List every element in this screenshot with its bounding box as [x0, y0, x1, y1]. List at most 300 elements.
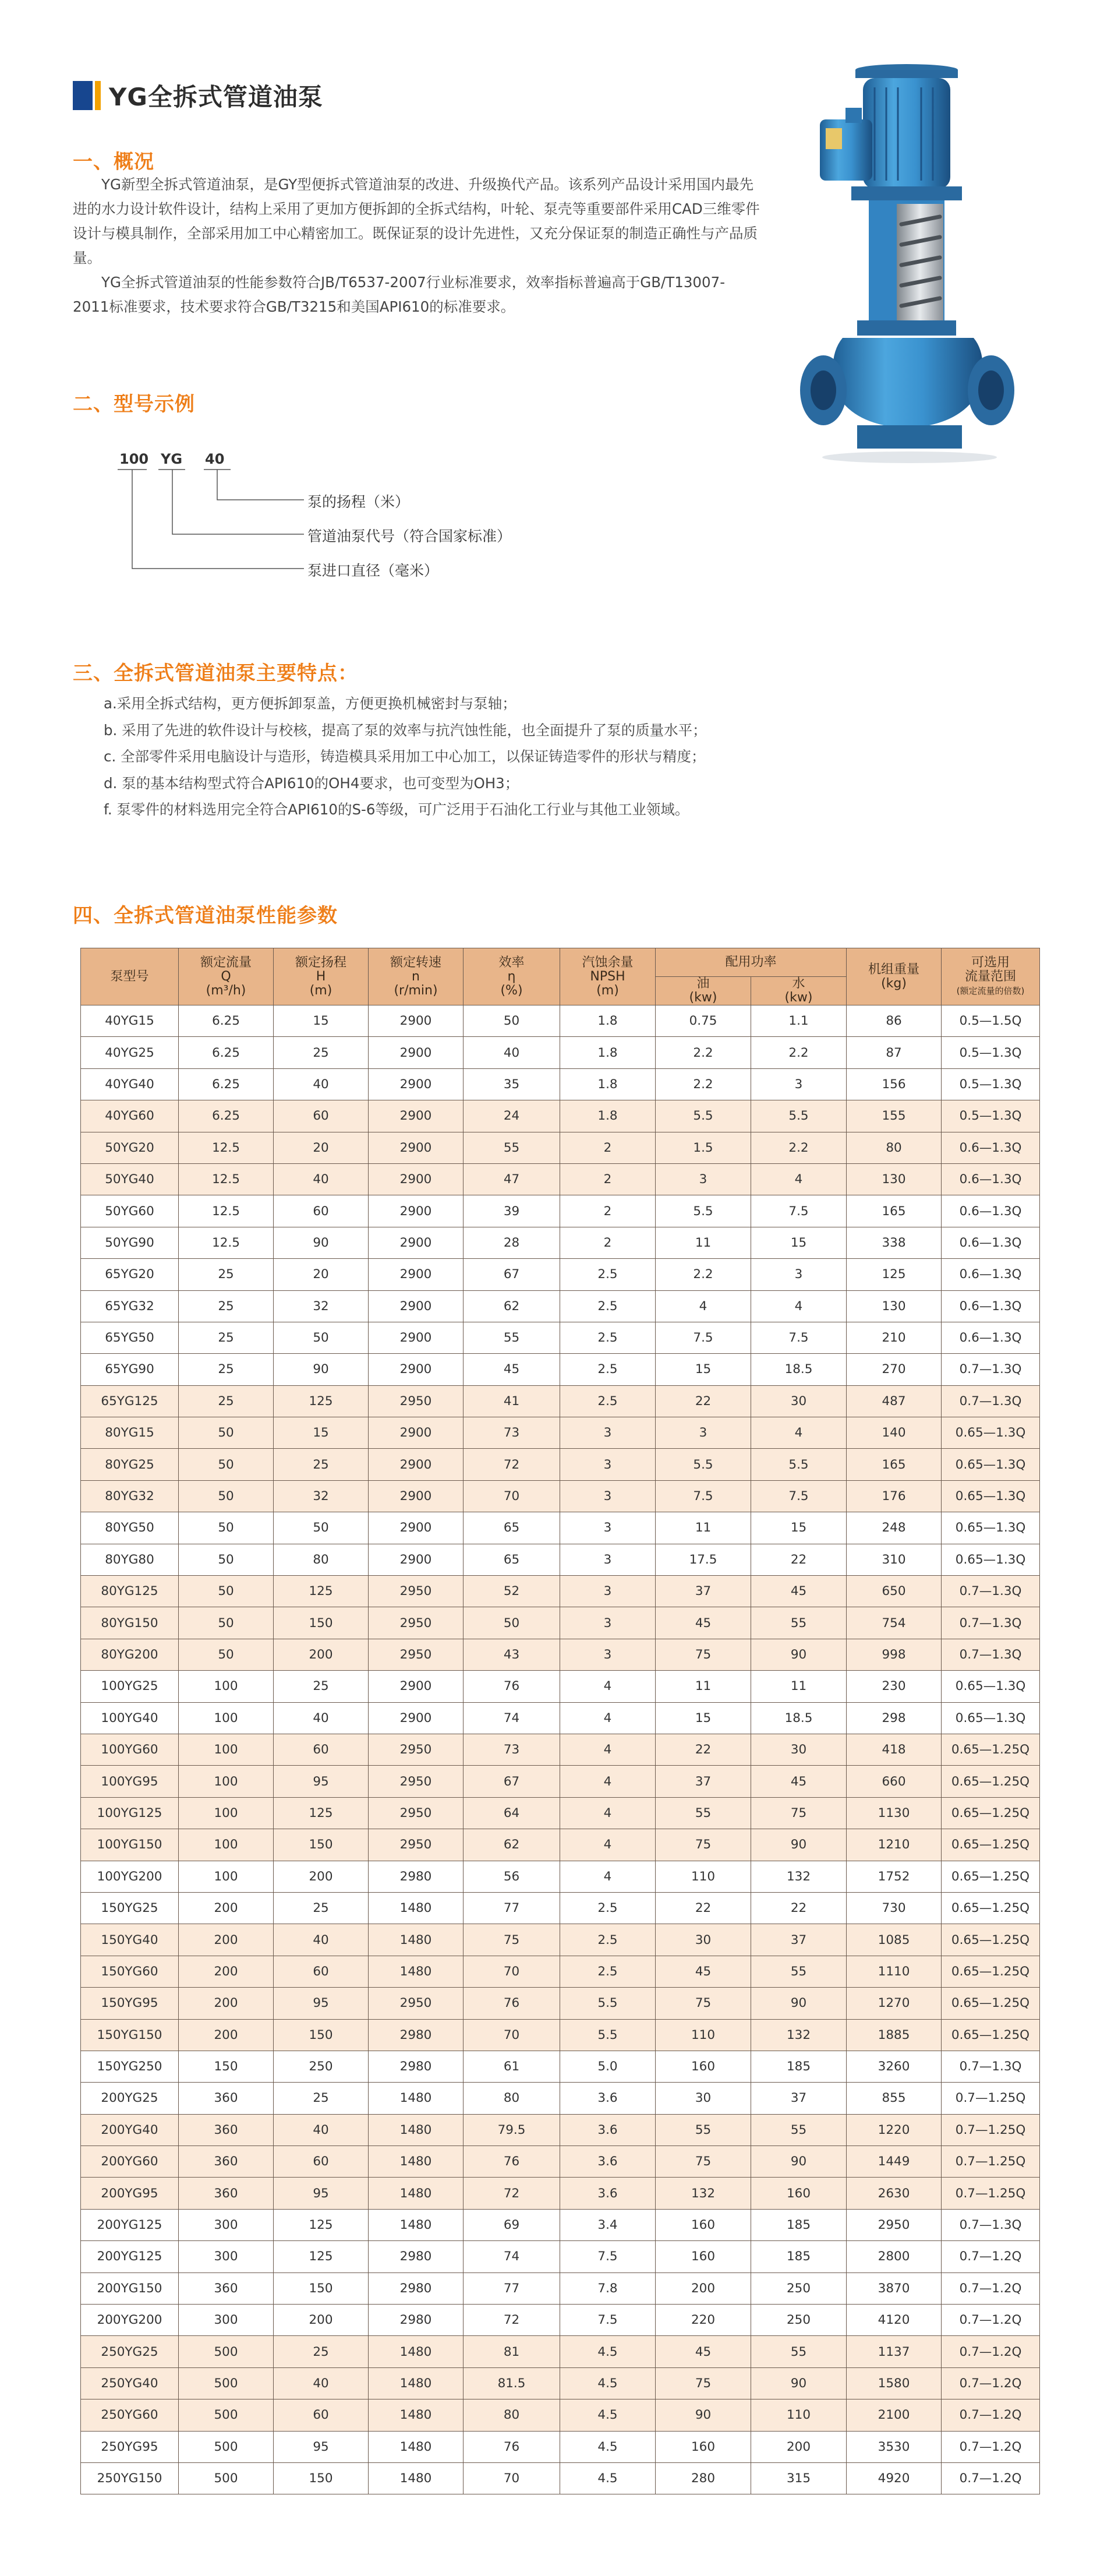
table-cell: 165 [847, 1449, 942, 1480]
table-cell: 2.2 [656, 1259, 751, 1290]
table-row [81, 2431, 1040, 2462]
table-cell: 11 [656, 1227, 751, 1258]
table-cell: 2950 [369, 1766, 464, 1797]
table-cell: 25 [274, 2083, 369, 2114]
table-cell: 3870 [847, 2272, 942, 2304]
table-cell: 1480 [369, 1892, 464, 1924]
table-cell: 100 [179, 1797, 274, 1829]
table-cell: 22 [656, 1385, 751, 1417]
header-flow: 额定流量 Q (m³/h) [179, 948, 274, 1005]
table-row [81, 1100, 1040, 1132]
table-cell: 200 [274, 2305, 369, 2336]
table-cell: 200 [179, 2019, 274, 2051]
table-cell: 40 [274, 2114, 369, 2146]
table-row [81, 1544, 1040, 1575]
table-cell: 6.25 [179, 1037, 274, 1068]
table-cell: 0.7—1.3Q [942, 2209, 1040, 2240]
table-cell: 360 [179, 2083, 274, 2114]
table-cell: 300 [179, 2209, 274, 2240]
table-cell: 270 [847, 1354, 942, 1385]
table-cell: 4.5 [560, 2462, 656, 2494]
table-cell: 50 [274, 1512, 369, 1544]
table-cell: 80YG80 [81, 1544, 179, 1575]
table-cell: 55 [751, 2336, 847, 2367]
table-cell: 7.5 [751, 1322, 847, 1353]
table-cell: 18.5 [751, 1702, 847, 1734]
table-cell: 45 [656, 1607, 751, 1639]
table-cell: 298 [847, 1702, 942, 1734]
table-cell: 250YG25 [81, 2336, 179, 2367]
table-cell: 4 [656, 1290, 751, 1322]
table-cell: 5.5 [656, 1100, 751, 1132]
table-cell: 2.2 [751, 1132, 847, 1163]
table-cell: 25 [274, 2336, 369, 2367]
table-row [81, 1861, 1040, 1892]
table-cell: 0.65—1.3Q [942, 1480, 1040, 1512]
table-cell: 95 [274, 1988, 369, 2019]
table-cell: 1480 [369, 2178, 464, 2209]
table-cell: 40 [274, 1068, 369, 1100]
table-cell: 4.5 [560, 2367, 656, 2399]
table-cell: 50 [464, 1005, 560, 1037]
table-cell: 2900 [369, 1671, 464, 1702]
table-cell: 2100 [847, 2399, 942, 2431]
table-cell: 360 [179, 2146, 274, 2178]
table-cell: 40YG40 [81, 1068, 179, 1100]
table-cell: 76 [464, 1988, 560, 2019]
table-cell: 0.65—1.25Q [942, 1892, 1040, 1924]
table-cell: 90 [751, 2146, 847, 2178]
table-cell: 25 [179, 1385, 274, 1417]
table-cell: 500 [179, 2367, 274, 2399]
table-cell: 65 [464, 1544, 560, 1575]
table-cell: 0.65—1.25Q [942, 1829, 1040, 1861]
table-cell: 7.5 [656, 1480, 751, 1512]
table-cell: 20 [274, 1259, 369, 1290]
table-cell: 11 [751, 1671, 847, 1702]
table-cell: 50YG60 [81, 1195, 179, 1227]
table-cell: 35 [464, 1068, 560, 1100]
table-cell: 160 [656, 2431, 751, 2462]
table-cell: 80YG32 [81, 1480, 179, 1512]
table-cell: 0.7—1.3Q [942, 1354, 1040, 1385]
table-row [81, 1195, 1040, 1227]
feature-item: a.采用全拆式结构，更方便拆卸泵盖，方便更换机械密封与泵轴； [104, 695, 516, 712]
table-cell: 1130 [847, 1797, 942, 1829]
table-cell: 67 [464, 1766, 560, 1797]
table-cell: 70 [464, 1956, 560, 1987]
table-cell: 1.5 [656, 1132, 751, 1163]
table-cell: 660 [847, 1766, 942, 1797]
table-cell: 100YG200 [81, 1861, 179, 1892]
table-cell: 200 [274, 1861, 369, 1892]
table-cell: 0.7—1.2Q [942, 2336, 1040, 2367]
table-cell: 0.6—1.3Q [942, 1290, 1040, 1322]
table-cell: 55 [464, 1322, 560, 1353]
table-cell: 55 [656, 1797, 751, 1829]
table-cell: 40 [464, 1037, 560, 1068]
table-cell: 3 [560, 1512, 656, 1544]
table-cell: 50 [179, 1576, 274, 1607]
table-cell: 730 [847, 1892, 942, 1924]
table-cell: 0.6—1.3Q [942, 1195, 1040, 1227]
table-cell: 67 [464, 1259, 560, 1290]
table-cell: 75 [656, 2146, 751, 2178]
table-cell: 150 [274, 1607, 369, 1639]
model-leader-lines [0, 0, 349, 583]
table-cell: 1480 [369, 2114, 464, 2146]
table-cell: 2900 [369, 1100, 464, 1132]
table-cell: 125 [274, 1576, 369, 1607]
table-cell: 45 [751, 1576, 847, 1607]
table-cell: 200YG150 [81, 2272, 179, 2304]
table-cell: 40 [274, 2367, 369, 2399]
table-cell: 200 [274, 1639, 369, 1670]
table-cell: 39 [464, 1195, 560, 1227]
table-cell: 0.6—1.3Q [942, 1227, 1040, 1258]
table-cell: 160 [656, 2051, 751, 2082]
table-row [81, 2367, 1040, 2399]
table-cell: 2900 [369, 1259, 464, 1290]
table-cell: 3 [560, 1417, 656, 1449]
table-cell: 3.6 [560, 2083, 656, 2114]
table-cell: 4 [560, 1766, 656, 1797]
table-cell: 3 [560, 1576, 656, 1607]
table-cell: 200 [179, 1988, 274, 2019]
table-cell: 1480 [369, 1956, 464, 1987]
table-cell: 487 [847, 1385, 942, 1417]
table-cell: 12.5 [179, 1163, 274, 1195]
table-cell: 17.5 [656, 1544, 751, 1575]
table-cell: 0.65—1.25Q [942, 1956, 1040, 1987]
table-cell: 65YG90 [81, 1354, 179, 1385]
table-cell: 25 [274, 1671, 369, 1702]
table-row [81, 1417, 1040, 1449]
table-cell: 24 [464, 1100, 560, 1132]
feature-item: f. 泵零件的材料选用完全符合API610的S-6等级，可广泛用于石油化工行业与其他工业领域。 [104, 801, 689, 818]
table-cell: 0.65—1.3Q [942, 1544, 1040, 1575]
table-cell: 230 [847, 1671, 942, 1702]
table-cell: 500 [179, 2336, 274, 2367]
table-cell: 4 [560, 1797, 656, 1829]
table-cell: 65YG125 [81, 1385, 179, 1417]
model-code-yg: YG [161, 451, 183, 467]
table-cell: 72 [464, 2178, 560, 2209]
table-row [81, 2272, 1040, 2304]
header-head: 额定扬程 H (m) [274, 948, 369, 1005]
table-cell: 81 [464, 2336, 560, 2367]
table-cell: 40YG25 [81, 1037, 179, 1068]
table-cell: 220 [656, 2305, 751, 2336]
table-cell: 87 [847, 1037, 942, 1068]
table-cell: 62 [464, 1829, 560, 1861]
table-cell: 0.65—1.3Q [942, 1671, 1040, 1702]
table-row [81, 1576, 1040, 1607]
overview-paragraph-2: YG全拆式管道油泵的性能参数符合JB/T6537-2007行业标准要求，效率指标普遍高于GB/T13007-2011标准要求，技术要求符合GB/T3215和美国API610的标准要求。 [73, 274, 726, 315]
table-cell: 0.7—1.3Q [942, 1576, 1040, 1607]
table-cell: 5.5 [656, 1449, 751, 1480]
table-cell: 110 [656, 1861, 751, 1892]
table-cell: 300 [179, 2305, 274, 2336]
table-cell: 0.7—1.2Q [942, 2399, 1040, 2431]
table-cell: 30 [656, 2083, 751, 2114]
table-cell: 2.5 [560, 1322, 656, 1353]
table-body [81, 1005, 1040, 2494]
table-cell: 150 [274, 2019, 369, 2051]
model-desc-diameter: 泵进口直径（毫米） [307, 562, 439, 579]
table-cell: 70 [464, 1480, 560, 1512]
table-cell: 64 [464, 1797, 560, 1829]
table-cell: 4.5 [560, 2431, 656, 2462]
table-cell: 2.5 [560, 1924, 656, 1956]
table-cell: 176 [847, 1480, 942, 1512]
feature-item: d. 泵的基本结构型式符合API610的OH4要求，也可变型为OH3； [104, 774, 519, 792]
table-row [81, 1829, 1040, 1861]
table-cell: 200 [179, 1956, 274, 1987]
table-cell: 80 [847, 1132, 942, 1163]
table-cell: 1.8 [560, 1068, 656, 1100]
table-cell: 30 [751, 1734, 847, 1765]
table-row [81, 2209, 1040, 2240]
table-cell: 0.5—1.3Q [942, 1068, 1040, 1100]
table-cell: 80 [464, 2399, 560, 2431]
table-cell: 75 [656, 1639, 751, 1670]
table-cell: 3260 [847, 2051, 942, 2082]
table-cell: 2 [560, 1163, 656, 1195]
table-cell: 280 [656, 2462, 751, 2494]
table-cell: 125 [274, 2209, 369, 2240]
header-model: 泵型号 [81, 948, 179, 1005]
table-cell: 160 [656, 2241, 751, 2272]
table-cell: 0.7—1.2Q [942, 2367, 1040, 2399]
table-cell: 4 [560, 1671, 656, 1702]
table-row [81, 2178, 1040, 2209]
table-cell: 125 [274, 1797, 369, 1829]
table-cell: 200YG25 [81, 2083, 179, 2114]
table-cell: 0.7—1.3Q [942, 1639, 1040, 1670]
table-cell: 0.65—1.3Q [942, 1449, 1040, 1480]
table-row [81, 1385, 1040, 1417]
table-cell: 70 [464, 2462, 560, 2494]
table-cell: 132 [656, 2178, 751, 2209]
table-cell: 6.25 [179, 1100, 274, 1132]
table-cell: 2.5 [560, 1259, 656, 1290]
table-cell: 0.65—1.25Q [942, 1924, 1040, 1956]
table-cell: 4 [560, 1861, 656, 1892]
table-cell: 0.7—1.3Q [942, 1607, 1040, 1639]
table-cell: 50 [179, 1417, 274, 1449]
table-cell: 1.8 [560, 1005, 656, 1037]
table-cell: 32 [274, 1480, 369, 1512]
feature-item: c. 全部零件采用电脑设计与造形，铸造模具采用加工中心加工，以保证铸造零件的形状与精度； [104, 748, 706, 765]
table-cell: 165 [847, 1195, 942, 1227]
table-cell: 1480 [369, 2399, 464, 2431]
table-cell: 2.5 [560, 1385, 656, 1417]
table-cell: 55 [751, 1956, 847, 1987]
table-cell: 6.25 [179, 1005, 274, 1037]
table-cell: 0.65—1.25Q [942, 1988, 1040, 2019]
table-row [81, 1132, 1040, 1163]
table-cell: 50YG90 [81, 1227, 179, 1258]
table-cell: 50 [179, 1639, 274, 1670]
table-cell: 3 [560, 1639, 656, 1670]
table-cell: 60 [274, 1100, 369, 1132]
table-row [81, 2019, 1040, 2051]
table-cell: 55 [656, 2114, 751, 2146]
table-cell: 100YG25 [81, 1671, 179, 1702]
table-cell: 0.6—1.3Q [942, 1163, 1040, 1195]
table-cell: 4.5 [560, 2336, 656, 2367]
table-cell: 12.5 [179, 1227, 274, 1258]
table-cell: 50 [179, 1449, 274, 1480]
table-row [81, 1892, 1040, 1924]
table-cell: 75 [656, 2367, 751, 2399]
table-cell: 855 [847, 2083, 942, 2114]
section-overview-heading: 一、概况 [73, 150, 154, 174]
table-cell: 1752 [847, 1861, 942, 1892]
table-cell: 75 [751, 1797, 847, 1829]
table-cell: 65YG50 [81, 1322, 179, 1353]
table-cell: 250 [751, 2272, 847, 2304]
section-model-heading: 二、型号示例 [73, 393, 195, 416]
table-cell: 77 [464, 1892, 560, 1924]
table-cell: 60 [274, 2146, 369, 2178]
table-cell: 248 [847, 1512, 942, 1544]
table-cell: 2980 [369, 2305, 464, 2336]
table-cell: 55 [751, 2114, 847, 2146]
table-cell: 80YG25 [81, 1449, 179, 1480]
table-row [81, 2305, 1040, 2336]
table-cell: 2.5 [560, 1956, 656, 1987]
table-cell: 500 [179, 2431, 274, 2462]
table-cell: 150 [179, 2051, 274, 2082]
table-cell: 52 [464, 1576, 560, 1607]
table-cell: 90 [751, 2367, 847, 2399]
table-cell: 7.5 [560, 2305, 656, 2336]
table-cell: 20 [274, 1132, 369, 1163]
table-cell: 100YG95 [81, 1766, 179, 1797]
table-row [81, 1766, 1040, 1797]
table-cell: 0.75 [656, 1005, 751, 1037]
table-cell: 90 [751, 1829, 847, 1861]
table-cell: 80YG50 [81, 1512, 179, 1544]
table-cell: 1480 [369, 2209, 464, 2240]
table-cell: 3 [656, 1163, 751, 1195]
table-cell: 200 [751, 2431, 847, 2462]
overview-paragraph-1: YG新型全拆式管道油泵，是GY型便拆式管道油泵的改进、升级换代产品。该系列产品设计采用国内最先进的水力设计软件设计，结构上采用了更加方便拆卸的全拆式结构，叶轮、泵壳等重要部件采用CAD三维零件设计与模具制作，全部采用加工中心精密加工。既保证泵的设计先进性，又充分保证泵的制造正确性与产品质量。 [73, 176, 760, 266]
table-cell: 1480 [369, 2336, 464, 2367]
table-cell: 310 [847, 1544, 942, 1575]
table-cell: 1137 [847, 2336, 942, 2367]
table-cell: 130 [847, 1163, 942, 1195]
table-cell: 140 [847, 1417, 942, 1449]
table-row [81, 2336, 1040, 2367]
table-cell: 15 [751, 1512, 847, 1544]
table-cell: 2950 [369, 1797, 464, 1829]
table-cell: 28 [464, 1227, 560, 1258]
table-cell: 4 [560, 1702, 656, 1734]
table-cell: 80YG15 [81, 1417, 179, 1449]
table-cell: 155 [847, 1100, 942, 1132]
table-cell: 43 [464, 1639, 560, 1670]
table-row [81, 1607, 1040, 1639]
table-cell: 40YG60 [81, 1100, 179, 1132]
model-code-head: 40 [205, 451, 225, 467]
table-cell: 2980 [369, 2241, 464, 2272]
table-cell: 0.6—1.3Q [942, 1259, 1040, 1290]
table-cell: 998 [847, 1639, 942, 1670]
table-cell: 22 [656, 1892, 751, 1924]
table-cell: 650 [847, 1576, 942, 1607]
table-cell: 1085 [847, 1924, 942, 1956]
table-row [81, 1354, 1040, 1385]
table-cell: 150YG40 [81, 1924, 179, 1956]
table-cell: 2.5 [560, 1354, 656, 1385]
table-cell: 76 [464, 1671, 560, 1702]
table-cell: 150 [274, 1829, 369, 1861]
table-cell: 73 [464, 1417, 560, 1449]
table-cell: 2950 [369, 1576, 464, 1607]
table-cell: 150 [274, 2272, 369, 2304]
table-row [81, 1005, 1040, 1037]
table-cell: 37 [656, 1576, 751, 1607]
table-cell: 2950 [369, 1385, 464, 1417]
table-cell: 3 [560, 1480, 656, 1512]
table-cell: 60 [274, 1956, 369, 1987]
table-cell: 3 [656, 1417, 751, 1449]
table-cell: 30 [751, 1385, 847, 1417]
table-cell: 7.5 [751, 1195, 847, 1227]
table-cell: 1480 [369, 2462, 464, 2494]
table-cell: 250 [274, 2051, 369, 2082]
table-cell: 125 [274, 2241, 369, 2272]
table-row [81, 1259, 1040, 1290]
table-cell: 200YG125 [81, 2241, 179, 2272]
table-cell: 300 [179, 2241, 274, 2272]
table-cell: 12.5 [179, 1195, 274, 1227]
table-cell: 5.5 [560, 2019, 656, 2051]
table-cell: 100 [179, 1766, 274, 1797]
table-cell: 76 [464, 2431, 560, 2462]
table-cell: 338 [847, 1227, 942, 1258]
table-cell: 2.5 [560, 1290, 656, 1322]
table-cell: 18.5 [751, 1354, 847, 1385]
table-cell: 500 [179, 2399, 274, 2431]
table-cell: 3 [751, 1068, 847, 1100]
table-cell: 74 [464, 2241, 560, 2272]
table-cell: 150YG60 [81, 1956, 179, 1987]
table-cell: 3 [560, 1607, 656, 1639]
table-cell: 55 [751, 1607, 847, 1639]
table-cell: 0.65—1.25Q [942, 1861, 1040, 1892]
table-cell: 7.5 [560, 2241, 656, 2272]
table-cell: 360 [179, 2272, 274, 2304]
table-cell: 4920 [847, 2462, 942, 2494]
table-cell: 200YG125 [81, 2209, 179, 2240]
table-cell: 125 [274, 1385, 369, 1417]
table-cell: 3530 [847, 2431, 942, 2462]
table-cell: 132 [751, 2019, 847, 2051]
table-cell: 50YG40 [81, 1163, 179, 1195]
table-cell: 250YG60 [81, 2399, 179, 2431]
table-cell: 0.7—1.2Q [942, 2462, 1040, 2494]
table-cell: 250YG40 [81, 2367, 179, 2399]
table-cell: 95 [274, 2178, 369, 2209]
table-cell: 2900 [369, 1290, 464, 1322]
table-cell: 25 [274, 1449, 369, 1480]
table-cell: 80 [274, 1544, 369, 1575]
table-cell: 2900 [369, 1417, 464, 1449]
